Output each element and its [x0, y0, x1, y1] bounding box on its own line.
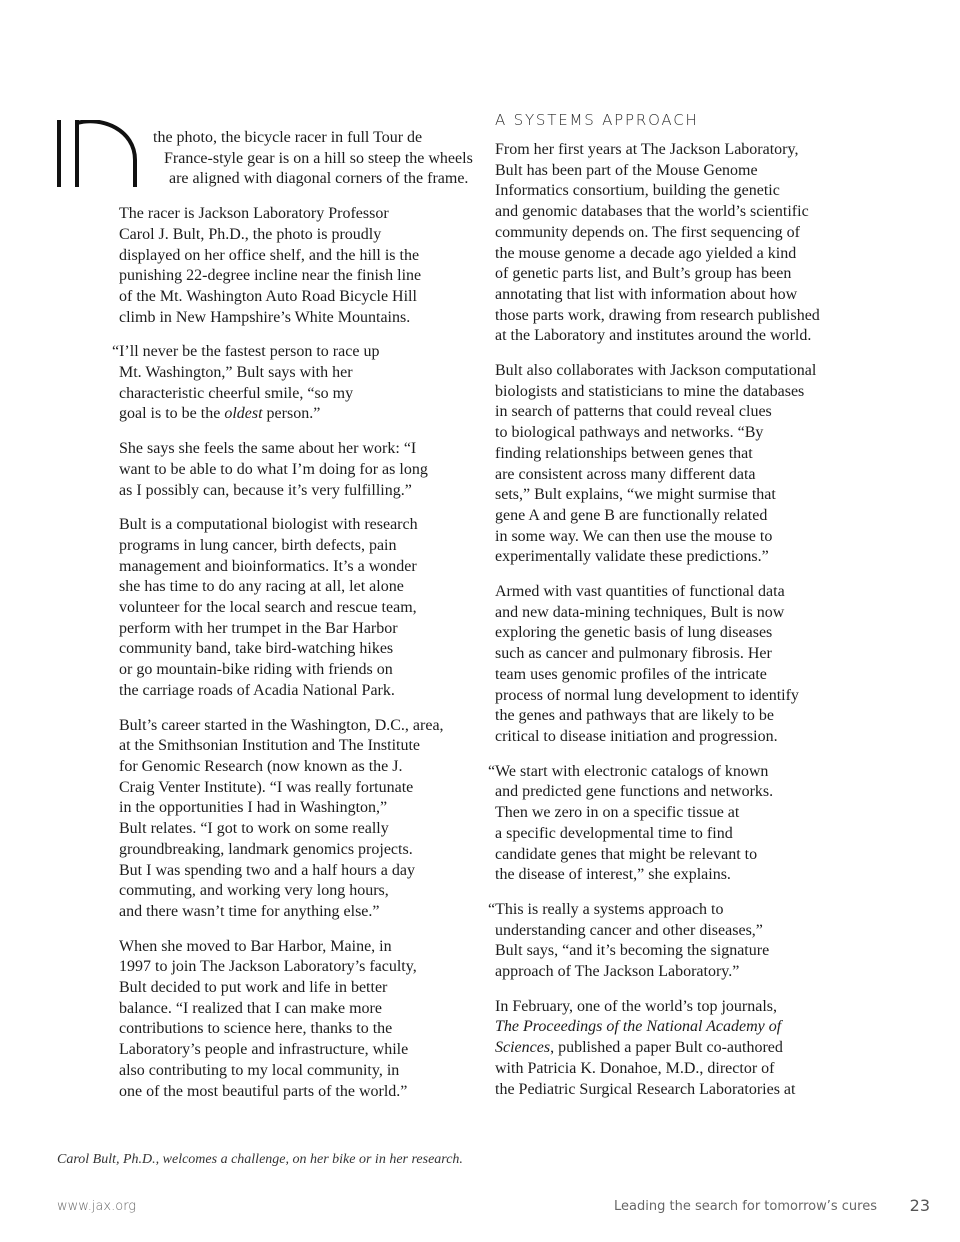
- text-line: Bult relates. “I got to work on some really: [119, 820, 389, 838]
- text-line: perform with her trumpet in the Bar Harbor: [119, 619, 398, 637]
- paragraph: [488, 900, 855, 983]
- text-line: such as cancer and pulmonary fibrosis. Her: [495, 645, 772, 663]
- right-paragraphs: [488, 140, 855, 983]
- page-number: 23: [909, 1196, 930, 1215]
- text-line: experimentally validate these predictions.”: [495, 548, 769, 566]
- intro-line: France-style gear is on a hill so steep the wheels: [164, 149, 473, 167]
- text-line: [119, 404, 479, 425]
- text-line: approach of The Jackson Laboratory.”: [495, 963, 740, 981]
- text-line: programs in lung cancer, birth defects, pain: [119, 536, 397, 554]
- section-heading: [495, 109, 855, 129]
- text-line: Bult decided to put work and life in better: [119, 979, 388, 997]
- emphasized-word: oldest: [224, 405, 263, 423]
- text-line: Bult also collaborates with Jackson computational: [495, 362, 817, 380]
- text-line: Bult’s career started in the Washington, D.C., area,: [119, 716, 444, 734]
- paragraph: [495, 361, 855, 568]
- text-line: as I possibly can, because it’s very fulfilling.”: [119, 481, 412, 499]
- paragraph: [119, 937, 479, 1103]
- text-line: She says she feels the same about her work: “I: [119, 440, 417, 458]
- text-line: the disease of interest,” she explains.: [495, 866, 731, 884]
- text-line: process of normal lung development to identify: [495, 686, 799, 704]
- text-line: of genetic parts list, and Bult’s group has been: [495, 265, 792, 283]
- text-line: Bult says, “and it’s becoming the signature: [495, 942, 770, 960]
- text-fragment: person.”: [262, 405, 321, 423]
- intro-paragraph: [57, 128, 479, 190]
- paragraph: [495, 140, 855, 347]
- text-line: sets,” Bult explains, “we might surmise that: [495, 486, 776, 504]
- photo-caption: Carol Bult, Ph.D., welcomes a challenge, on her bike or in her research.: [57, 1152, 463, 1167]
- paragraph: [112, 342, 479, 425]
- intro-line: are aligned with diagonal corners of the frame.: [169, 170, 469, 188]
- text-line: “We start with electronic catalogs of known: [488, 762, 769, 780]
- text-line: critical to disease initiation and progression.: [495, 727, 778, 745]
- text-line: groundbreaking, landmark genomics projects.: [119, 840, 413, 858]
- text-line: one of the most beautiful parts of the world.”: [119, 1082, 408, 1100]
- text-line: team uses genomic profiles of the intricate: [495, 665, 767, 683]
- footer-tagline: Leading the search for tomorrow’s cures: [614, 1199, 877, 1214]
- text-line: commuting, and working very long hours,: [119, 882, 389, 900]
- text-line: “This is really a systems approach to: [488, 900, 724, 918]
- left-paragraphs: [112, 204, 479, 1102]
- text-line: and new data-mining techniques, Bult is now: [495, 603, 785, 621]
- text-line: exploring the genetic basis of lung diseases: [495, 624, 773, 642]
- text-line: annotating that list with information about how: [495, 285, 798, 303]
- text-line: 1997 to join The Jackson Laboratory’s faculty,: [119, 958, 417, 976]
- text-line: Armed with vast quantities of functional data: [495, 583, 785, 601]
- text-line: balance. “I realized that I can make more: [119, 999, 382, 1017]
- text-line: contributions to science here, thanks to the: [119, 1020, 393, 1038]
- text-line: Bult has been part of the Mouse Genome: [495, 161, 758, 179]
- paragraph: [119, 204, 479, 328]
- text-line: with Patricia K. Donahoe, M.D., director of: [495, 1059, 775, 1077]
- paragraph: [119, 439, 479, 501]
- journal-title: Sciences: [495, 1039, 551, 1057]
- right-column: [488, 109, 855, 1114]
- text-line: community band, take bird-watching hikes: [119, 640, 394, 658]
- text-line: Craig Venter Institute). “I was really fortunate: [119, 778, 414, 796]
- dropcap-in: [57, 120, 137, 200]
- text-line: at the Laboratory and institutes around the world.: [495, 327, 812, 345]
- text-fragment: , published a paper Bult co-authored: [550, 1039, 783, 1057]
- text-line: Carol J. Bult, Ph.D., the photo is proudly: [119, 225, 382, 243]
- text-line: From her first years at The Jackson Laboratory,: [495, 141, 799, 158]
- text-line: a specific developmental time to find: [495, 824, 733, 842]
- text-line: community depends on. The first sequencing of: [495, 223, 800, 241]
- text-line: punishing 22-degree incline near the finish line: [119, 267, 422, 285]
- paragraph: [488, 762, 855, 886]
- text-line: also contributing to my local community, in: [119, 1061, 400, 1079]
- text-line: Mt. Washington,” Bult says with her: [119, 364, 353, 382]
- text-line: in some way. We can then use the mouse to: [495, 527, 773, 545]
- text-line: the mouse genome a decade ago yielded a kind: [495, 244, 797, 262]
- text-line: biologists and statisticians to mine the databases: [495, 382, 805, 400]
- text-line: for Genomic Research (now known as the J.: [119, 757, 403, 775]
- text-line: in search of patterns that could reveal clues: [495, 403, 772, 421]
- text-line: in the opportunities I had in Washington,”: [119, 799, 388, 817]
- text-line: or go mountain-bike riding with friends on: [119, 661, 393, 679]
- text-fragment: goal is to be the: [119, 405, 225, 423]
- text-line: candidate genes that might be relevant to: [495, 845, 758, 863]
- text-line: gene A and gene B are functionally related: [495, 506, 768, 524]
- text-line: The racer is Jackson Laboratory Professor: [119, 205, 389, 223]
- text-line: the carriage roads of Acadia National Park.: [119, 681, 395, 699]
- text-line: Then we zero in on a specific tissue at: [495, 804, 740, 822]
- text-line: Bult is a computational biologist with research: [119, 516, 418, 534]
- paragraph: [119, 716, 479, 923]
- text-line: [495, 1017, 855, 1038]
- text-line: When she moved to Bar Harbor, Maine, in: [119, 937, 392, 955]
- section-heading-lettering: [495, 109, 740, 129]
- intro-line: the photo, the bicycle racer in full Tour de: [153, 129, 423, 146]
- section-heading-text: A SYSTEMS APPROACH: [495, 111, 699, 129]
- text-line: But I was spending two and a half hours a day: [119, 861, 415, 879]
- text-line: finding relationships between genes that: [495, 444, 753, 462]
- text-line: to biological pathways and networks. “By: [495, 424, 764, 442]
- text-line: and predicted gene functions and networks.: [495, 783, 774, 801]
- text-line: Laboratory’s people and infrastructure, while: [119, 1041, 409, 1059]
- left-column: [112, 128, 479, 1116]
- journal-title: The Proceedings of the National Academy of: [495, 1018, 782, 1036]
- text-line: those parts work, drawing from research published: [495, 306, 820, 324]
- text-line: Informatics consortium, building the genetic: [495, 182, 780, 200]
- text-line: displayed on her office shelf, and the hill is the: [119, 246, 420, 264]
- text-line: of the Mt. Washington Auto Road Bicycle Hill: [119, 287, 417, 305]
- text-line: and genomic databases that the world’s scientific: [495, 203, 809, 221]
- text-line: [495, 1038, 855, 1059]
- text-line: want to be able to do what I’m doing for as long: [119, 460, 428, 478]
- text-line: the Pediatric Surgical Research Laboratories at: [495, 1080, 796, 1098]
- text-line: she has time to do any racing at all, let alone: [119, 578, 404, 596]
- text-line: understanding cancer and other diseases,”: [495, 921, 763, 939]
- text-line: at the Smithsonian Institution and The Institute: [119, 737, 421, 755]
- paragraph: [495, 582, 855, 748]
- text-line: management and bioinformatics. It’s a wonder: [119, 557, 417, 575]
- paragraph: [495, 997, 855, 1101]
- text-line: In February, one of the world’s top journals,: [495, 997, 778, 1015]
- footer-website[interactable]: www.jax.org: [57, 1199, 137, 1214]
- text-line: volunteer for the local search and rescue team,: [119, 599, 417, 617]
- text-line: “I’ll never be the fastest person to race up: [112, 343, 380, 361]
- paragraph: [119, 515, 479, 701]
- text-line: and there wasn’t time for anything else.”: [119, 902, 380, 920]
- text-line: the genes and pathways that are likely to be: [495, 707, 775, 725]
- text-line: climb in New Hampshire’s White Mountains.: [119, 308, 411, 326]
- text-line: are consistent across many different data: [495, 465, 756, 483]
- text-line: characteristic cheerful smile, “so my: [119, 384, 354, 402]
